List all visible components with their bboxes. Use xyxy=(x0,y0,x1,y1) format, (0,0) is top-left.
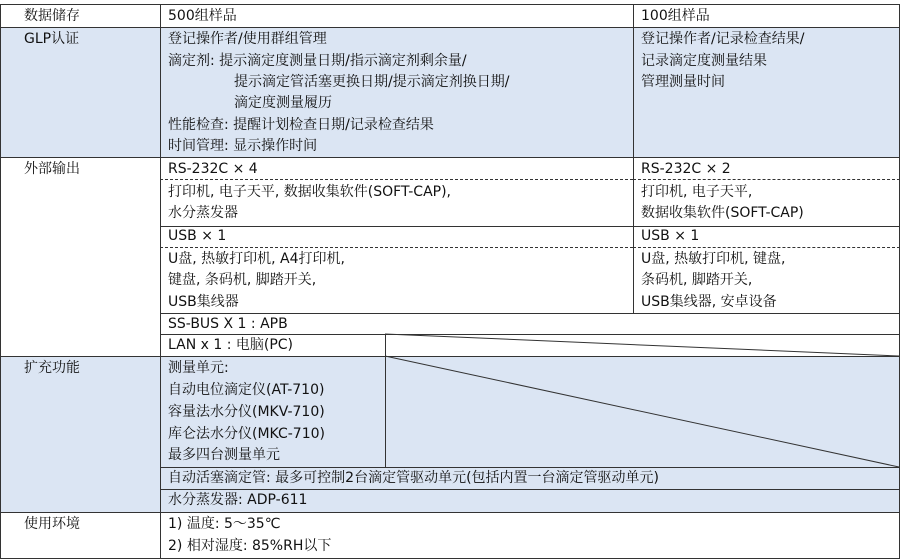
glp-500-line: 滴定度测量履历 xyxy=(234,95,332,111)
glp-500-line: 提示滴定管活塞更换日期/提示滴定剂换日期/ xyxy=(234,74,510,90)
rs232-devices-500-line: 打印机, 电子天平, 数据收集软件(SOFT-CAP), xyxy=(168,184,452,200)
expansion-unit-line: 测量单元: xyxy=(168,360,229,376)
expansion-unit-line: 自动电位滴定仪(AT-710) xyxy=(168,382,325,398)
glp-label: GLP认证 xyxy=(24,31,80,47)
environment-humidity: 2) 相对湿度: 85%RH以下 xyxy=(168,538,332,554)
usb-devices-100-line: 条码机, 脚踏开关, xyxy=(641,272,753,288)
environment-temperature: 1) 温度: 5～35℃ xyxy=(168,516,281,532)
rs232-500: RS-232C × 4 xyxy=(168,161,258,177)
lan-spec: LAN x 1 : 电脑(PC) xyxy=(168,337,294,353)
header-500-samples: 500组样品 xyxy=(168,8,237,24)
expansion-unit-line: 库仑法水分仪(MKC-710) xyxy=(168,426,325,442)
glp-100-line: 记录滴定度测量结果 xyxy=(641,53,767,69)
header-100-samples: 100组样品 xyxy=(641,8,710,24)
usb-100: USB × 1 xyxy=(641,228,700,244)
glp-500-line: 登记操作者/使用群组管理 xyxy=(168,31,327,47)
usb-devices-500-line: USB集线器 xyxy=(168,294,239,310)
usb-devices-500-line: 键盘, 条码机, 脚踏开关, xyxy=(168,272,317,288)
external-output-label: 外部输出 xyxy=(24,161,80,177)
rs232-devices-500-line: 水分蒸发器 xyxy=(168,205,238,221)
glp-500-line: 时间管理: 显示操作时间 xyxy=(168,138,318,154)
rs232-devices-100-line: 数据收集软件(SOFT-CAP) xyxy=(641,205,804,221)
usb-devices-500-line: U盘, 热敏打印机, A4打印机, xyxy=(168,251,345,267)
header-storage-label: 数据储存 xyxy=(24,8,80,24)
glp-500-line: 性能检查: 提醒计划检查日期/记录检查结果 xyxy=(168,117,434,133)
ssbus-spec: SS-BUS X 1 : APB xyxy=(168,316,288,332)
usb-devices-100-line: USB集线器, 安卓设备 xyxy=(641,294,777,310)
glp-100-line: 登记操作者/记录检查结果/ xyxy=(641,31,805,47)
expansion-unit-line: 容量法水分仪(MKV-710) xyxy=(168,404,325,420)
rs232-devices-100-line: 打印机, 电子天平, xyxy=(641,184,753,200)
environment-label: 使用环境 xyxy=(24,516,80,532)
expansion-unit-line: 最多四台测量单元 xyxy=(168,447,280,463)
usb-500: USB × 1 xyxy=(168,228,227,244)
glp-100-line: 管理测量时间 xyxy=(641,74,725,90)
expansion-label: 扩充功能 xyxy=(24,360,80,376)
usb-devices-100-line: U盘, 热敏打印机, 键盘, xyxy=(641,251,786,267)
glp-500-line: 滴定剂: 提示滴定度测量日期/指示滴定剂剩余量/ xyxy=(168,53,467,69)
evaporator-spec: 水分蒸发器: ADP-611 xyxy=(168,492,308,508)
rs232-100: RS-232C × 2 xyxy=(641,161,731,177)
burette-spec: 自动活塞滴定管: 最多可控制2台滴定管驱动单元(包括内置一台滴定管驱动单元) xyxy=(168,470,659,486)
